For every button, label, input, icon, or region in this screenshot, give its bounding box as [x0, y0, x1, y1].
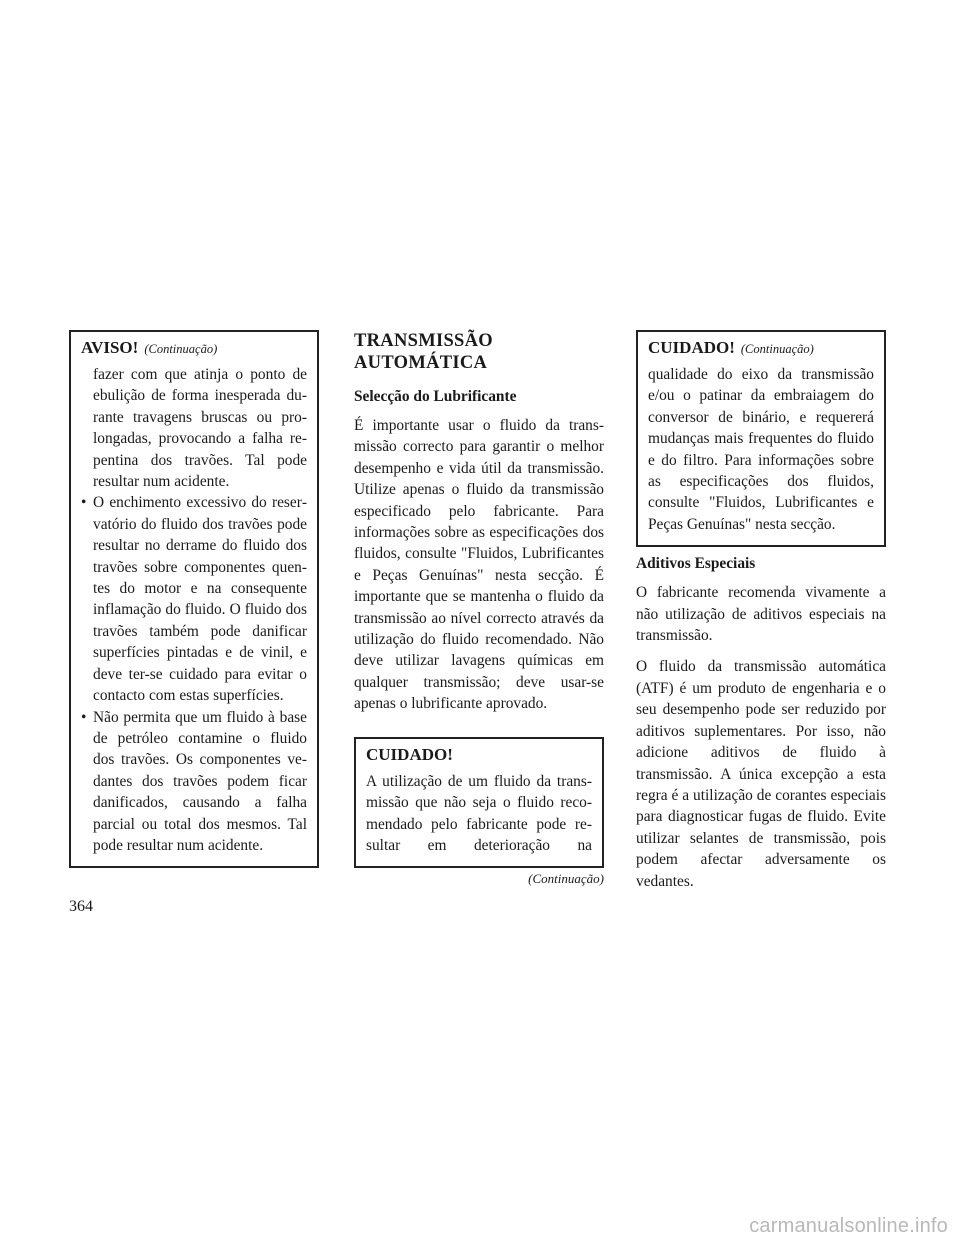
watermark: carmanualsonline.info [749, 1215, 948, 1237]
warning-bullet-item: • O enchimento excessivo do reservatório do fluido dos travões pode resultar no derrame do fluido dos travões sobre componentes quentes do motor e na consequente inflamação do fluido. O fluido dos travões também pode danificar superfícies pintadas e de vinil, e deve ter-se cuidado para evitar o contacto com estas superfícies. [81, 492, 307, 706]
caution-box [354, 737, 604, 869]
caution-continued-box [636, 330, 886, 547]
subheading-additives: Aditivos Especiais [636, 555, 756, 573]
caution-continued-label: (Continuação) [740, 342, 814, 356]
warning-title-text: AVISO! [81, 338, 139, 357]
subheading-lubricant: Selecção do Lubrificante [354, 388, 517, 405]
column-right [636, 330, 886, 902]
column-left [69, 330, 319, 868]
section-title [354, 330, 604, 374]
warning-bullet-item: • Não permita que um fluido à base de petróleo contamine o fluido dos travões. Os componentes vedantes dos travões podem ficar danificados, causando a falha parcial ou total dos mesmos. Tal pode resultar num acidente. [81, 707, 307, 857]
additives-paragraph-1: O fabricante recomenda vivamente a não utilização de aditivos especiais na transmissão. [636, 584, 886, 645]
warning-box-title [81, 338, 307, 358]
section-title-line2: AUTOMÁTICA [354, 353, 488, 373]
additives-paragraph-2: O fluido da transmissão automática (ATF) é um produto de engenharia e o seu desempenho pode ser reduzido por aditivos suplementares. Por isso, não adicione aditivos de fluido à transmissão. A única excepção a esta regra é a utilização de corantes especiais para diagnosticar fugas de fluido. Evite utilizar selantes de transmissão, pois podem afectar adversamente os vedantes. [636, 658, 886, 890]
caution-continued-title [648, 338, 874, 358]
page-number: 364 [69, 898, 93, 915]
column-middle [354, 330, 604, 887]
continued-label: (Continuação) [528, 871, 604, 887]
warning-continuation-text: fazer com que atinja o ponto de ebulição de forma inesperada durante travagens bruscas ou prolongadas, provocando a falha repentina dos travões. Tal pode resultar num acidente. [93, 366, 307, 491]
warning-box [69, 330, 319, 868]
caution-box-title: CUIDADO! [366, 744, 453, 764]
lubricant-paragraph: É importante usar o fluido da transmissão correcto para garantir o melhor desempenho e vida útil da transmissão. Utilize apenas o fluido da transmissão especificado pelo fabricante. Para informações sobre as especificações dos fluidos, consulte "Fluidos, Lubrificantes e Peças Genuínas" nesta secção. É importante que se mantenha o fluido da transmissão ao nível correcto através da utilização do fluido recomendado. Não deve utilizar lavagens químicas em qualquer transmissão; deve usar-se apenas o lubrificante aprovado. [354, 417, 604, 713]
warning-bullet-list [81, 492, 307, 856]
caution-continued-title-text: CUIDADO! [648, 338, 735, 357]
caution-text: A utilização de um fluido da transmissão que não seja o fluido recomendado pelo fabricante pode resultar em deterioração na [366, 772, 592, 854]
section-title-line1: TRANSMISSÃO [354, 331, 493, 351]
caution-continued-text: qualidade do eixo da transmissão e/ou o patinar da embraiagem do conversor de binário, e requererá mudanças mais frequentes do fluido e do filtro. Para informações sobre as especificações dos fluidos, consulte "Fluidos, Lubrificantes e Peças Genuínas" nesta secção. [648, 366, 874, 533]
warning-continued-label: (Continuação) [144, 342, 218, 356]
